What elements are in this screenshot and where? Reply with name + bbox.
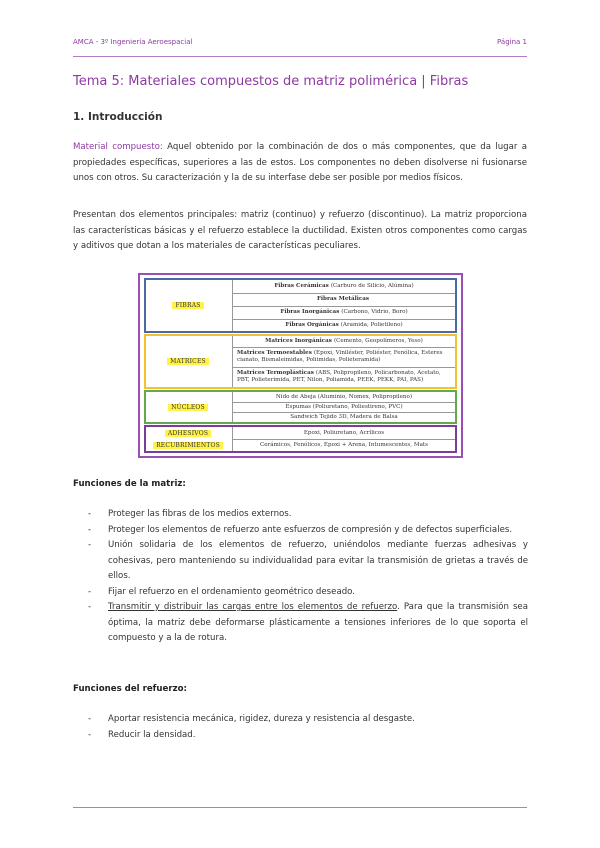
header-course: AMCA - 3º Ingeniería Aeroespacial [73, 38, 193, 46]
matrices-section [144, 334, 457, 389]
nucleos-label: NÚCLEOS [146, 392, 230, 422]
fibras-label: FIBRAS [146, 280, 230, 331]
underlined-function: Transmitir y distribuir las cargas entre los elementos de refuerzo [108, 602, 398, 612]
fibras-row: Fibras Metálicas [233, 293, 455, 307]
list-item: - Proteger los elementos de refuerzo ante esfuerzos de compresión y de defectos superficiales. [88, 523, 528, 539]
matrices-row: Matrices Inorgánicas (Cemento, Geopolímeros, Yeso) [233, 336, 455, 348]
matrix-functions-list [88, 507, 528, 647]
fibras-row: Fibras Cerámicas (Carburo de Silicio, Alúmina) [233, 280, 455, 294]
section-heading: 1. Introducción [73, 111, 163, 123]
nucleos-row: Sandwich Tejido 3D, Madera de Balsa [290, 413, 398, 420]
list-item: - Aportar resistencia mecánica, rigidez, dureza y resistencia al desgaste. [88, 712, 528, 728]
composite-classification-figure [138, 273, 463, 458]
matrices-label: MATRICES [146, 336, 230, 387]
matrix-functions-heading: Funciones de la matriz: [73, 479, 186, 489]
list-item: - Reducir la densidad. [88, 728, 528, 744]
list-item: - Transmitir y distribuir las cargas entre los elementos de refuerzo. Para que la transmisión sea óptima, la matriz debe deformarse plásticamente a tensiones inferiores de lo que soporta el compuesto y a la de rotura. [88, 600, 528, 647]
list-item: - Proteger las fibras de los medios externos. [88, 507, 528, 523]
matrices-row: Matrices Termoplásticas (ABS, Polipropileno, Policarbonato, Acetato, PBT, Polieterimida, PET, Nilon, Poliamida, PEEK, PEKK, PAI, PAS) [237, 370, 441, 383]
fibras-row: Fibras Orgánicas (Aramida, Polietileno) [285, 321, 403, 328]
page-header [73, 38, 527, 50]
intro-text: Aquel obtenido por la combinación de dos o más componentes, que da lugar a propiedades específicas, superiores a las de estos. Los componentes no deben disolverse ni fusionarse unos con otros. Su caracterización y la de su interfase debe ser posible por medios físicos. [73, 142, 527, 183]
matrices-row: Matrices Termoestables (Epoxi, Viniléster, Poliéster, Fenólica, Esteres cianato, Bismaleimidas, Poliimidas, Polieteramida) [233, 347, 455, 368]
elements-paragraph: Presentan dos elementos principales: matriz (continuo) y refuerzo (discontinuo). La matriz proporciona las características básicas y el refuerzo establece la ductilidad. Existen otros componentes como cargas y aditivos que dotan a los materiales de características peculiares. [73, 210, 527, 251]
header-page-number: Página 1 [497, 38, 527, 46]
adhesivos-label: ADHESIVOS [146, 427, 230, 439]
intro-term: Material compuesto: [73, 142, 163, 152]
header-rule [73, 56, 527, 57]
adhesivos-section [144, 425, 457, 453]
nucleos-section [144, 390, 457, 424]
adhesivos-row: Cerámicos, Fenólicos, Epoxi + Arena, Intumescentes, Mats [259, 441, 429, 448]
list-item: - Unión solidaria de los elementos de refuerzo, uniéndolos mediante fuerzas adhesivas y cohesivas, pero manteniendo su individualidad para evitar la transmisión de grietas a través de ellos. [88, 538, 528, 585]
reinforcement-functions-heading: Funciones del refuerzo: [73, 684, 187, 694]
fibras-section [144, 278, 457, 333]
list-item: - Fijar el refuerzo en el ordenamiento geométrico deseado. [88, 585, 528, 601]
intro-paragraph [73, 140, 527, 187]
adhesivos-row: Epoxi, Poliuretano, Acrílicos [233, 427, 455, 440]
nucleos-row: Nido de Abeja (Aluminio, Nomex, Polipropileno) [233, 392, 455, 403]
reinforcement-functions-list [88, 712, 528, 743]
fibras-row: Fibras Inorgánicas (Carbono, Vidrio, Boro) [233, 306, 455, 320]
footer-rule [73, 807, 527, 808]
recubrimientos-label: RECUBRIMIENTOS [146, 439, 230, 451]
nucleos-row: Espumas (Poliuretano, Poliestireno, PVC) [233, 402, 455, 413]
page-title: Tema 5: Materiales compuestos de matriz polimérica | Fibras [73, 74, 469, 89]
